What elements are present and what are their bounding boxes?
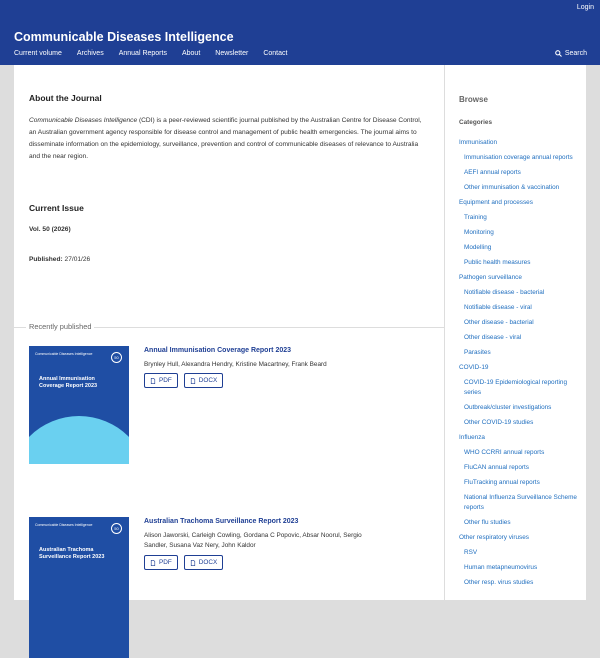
category-link[interactable]: Outbreak/cluster investigations — [464, 403, 552, 411]
issue-volume: Vol. 50 (2026) — [29, 226, 71, 233]
nav-newsletter[interactable]: Newsletter — [215, 50, 249, 57]
category-link[interactable]: FluCAN annual reports — [464, 463, 530, 471]
cover-badge: 50 — [111, 352, 122, 363]
category-link[interactable]: Modelling — [464, 243, 492, 251]
cover-brand: Communicable Diseases Intelligence — [35, 523, 93, 527]
category-link[interactable]: Other resp. virus studies — [464, 578, 534, 586]
file-icon — [150, 378, 156, 384]
login-link[interactable]: Login — [576, 4, 594, 11]
category-link[interactable]: Other disease - viral — [464, 333, 522, 341]
category-link[interactable]: Human metapneumovirus — [464, 563, 538, 571]
pdf-label: PDF — [159, 559, 172, 566]
cover-title: Australian Trachoma Surveillance Report 2023 — [39, 547, 105, 560]
category-link[interactable]: Influenza — [459, 433, 485, 441]
cover-brand: Communicable Diseases Intelligence — [35, 352, 93, 356]
article-cover[interactable] — [29, 346, 129, 487]
category-link[interactable]: COVID-19 — [459, 363, 489, 371]
published-date — [29, 256, 90, 263]
categories-label: Categories — [459, 119, 493, 126]
pdf-button[interactable] — [144, 373, 178, 388]
sidebar — [445, 65, 586, 600]
main-nav — [14, 50, 302, 57]
pdf-label: PDF — [159, 377, 172, 384]
category-link[interactable]: AEFI annual reports — [464, 168, 521, 176]
category-link[interactable]: COVID-19 Epidemiological reporting series — [464, 378, 568, 396]
page-content — [14, 65, 586, 600]
file-icon — [150, 560, 156, 566]
category-link[interactable]: RSV — [464, 548, 478, 556]
nav-contact[interactable]: Contact — [263, 50, 288, 57]
article-cover[interactable] — [29, 517, 129, 658]
cover-badge: 50 — [111, 523, 122, 534]
docx-label: DOCX — [198, 559, 218, 566]
article-title[interactable]: Australian Trachoma Surveillance Report 2023 — [144, 518, 299, 525]
category-link[interactable]: Notifiable disease - bacterial — [464, 288, 545, 296]
category-link[interactable]: Pathogen surveillance — [459, 273, 522, 281]
category-link[interactable]: WHO CCRRI annual reports — [464, 448, 545, 456]
nav-about[interactable]: About — [181, 50, 201, 57]
file-icon — [190, 560, 196, 566]
category-link[interactable]: Other COVID-19 studies — [464, 418, 534, 426]
docx-button[interactable] — [184, 555, 223, 570]
article-authors: Brynley Hull, Alexandra Hendry, Kristine Macartney, Frank Beard — [144, 361, 327, 368]
main-column — [14, 65, 445, 600]
search-link[interactable] — [555, 50, 587, 57]
about-text — [29, 115, 429, 163]
article-galleys — [144, 373, 223, 388]
category-link[interactable]: Monitoring — [464, 228, 494, 236]
browse-heading: Browse — [459, 95, 488, 104]
category-link[interactable]: Other immunisation & vaccination — [464, 183, 560, 191]
article-galleys — [144, 555, 223, 570]
site-title[interactable]: Communicable Diseases Intelligence — [14, 30, 234, 44]
nav-archives[interactable]: Archives — [76, 50, 104, 57]
site-header — [0, 0, 600, 65]
current-issue-heading: Current Issue — [29, 203, 84, 213]
category-link[interactable]: Immunisation — [459, 138, 498, 146]
docx-button[interactable] — [184, 373, 223, 388]
category-link[interactable]: Other flu studies — [464, 518, 511, 526]
category-link[interactable]: FluTracking annual reports — [464, 478, 540, 486]
docx-label: DOCX — [198, 377, 218, 384]
category-link[interactable]: Training — [464, 213, 487, 221]
cover-title: Annual Immunisation Coverage Report 2023 — [39, 376, 98, 389]
article-authors: Alison Jaworski, Carleigh Cowling, Gordana C Popovic, Absar Noorul, Sergio Sandler, Susana Vaz Nery, John Kaldor — [144, 532, 362, 549]
nav-current-volume[interactable]: Current volume — [14, 50, 62, 57]
category-link[interactable]: Equipment and processes — [459, 198, 533, 206]
file-icon — [190, 378, 196, 384]
search-label: Search — [564, 50, 587, 57]
journal-name: Communicable Diseases Intelligence — [29, 117, 138, 124]
about-heading: About the Journal — [29, 93, 102, 103]
category-link[interactable]: National Influenza Surveillance Scheme reports — [464, 493, 577, 511]
search-icon — [555, 50, 562, 57]
about-body: (CDI) is a peer-reviewed scientific journal published by the Australian Centre for Disease Control, an Australian government agency responsible for disease control and management of public health emergencies. The journal aims to disseminate information on the epidemiology, surveillance, prevention and control of communicable diseases of relevance to Australia and the near region. — [29, 117, 422, 160]
category-link[interactable]: Public health measures — [464, 258, 531, 266]
pdf-button[interactable] — [144, 555, 178, 570]
recently-published-label: Recently published — [26, 322, 94, 331]
category-link[interactable]: Notifiable disease - viral — [464, 303, 532, 311]
cover-footer — [29, 464, 129, 487]
category-link[interactable]: Immunisation coverage annual reports — [464, 153, 573, 161]
article-title[interactable]: Annual Immunisation Coverage Report 2023 — [144, 347, 292, 354]
nav-annual-reports[interactable]: Annual Reports — [118, 50, 167, 57]
published-value: 27/01/26 — [62, 256, 91, 263]
article-item — [29, 517, 439, 607]
category-link[interactable]: Other disease - bacterial — [464, 318, 534, 326]
published-label: Published: — [29, 256, 63, 263]
category-link[interactable]: Parasites — [464, 348, 491, 356]
category-list — [459, 135, 583, 590]
category-link[interactable]: Other respiratory viruses — [459, 533, 529, 541]
article-item — [29, 346, 439, 491]
